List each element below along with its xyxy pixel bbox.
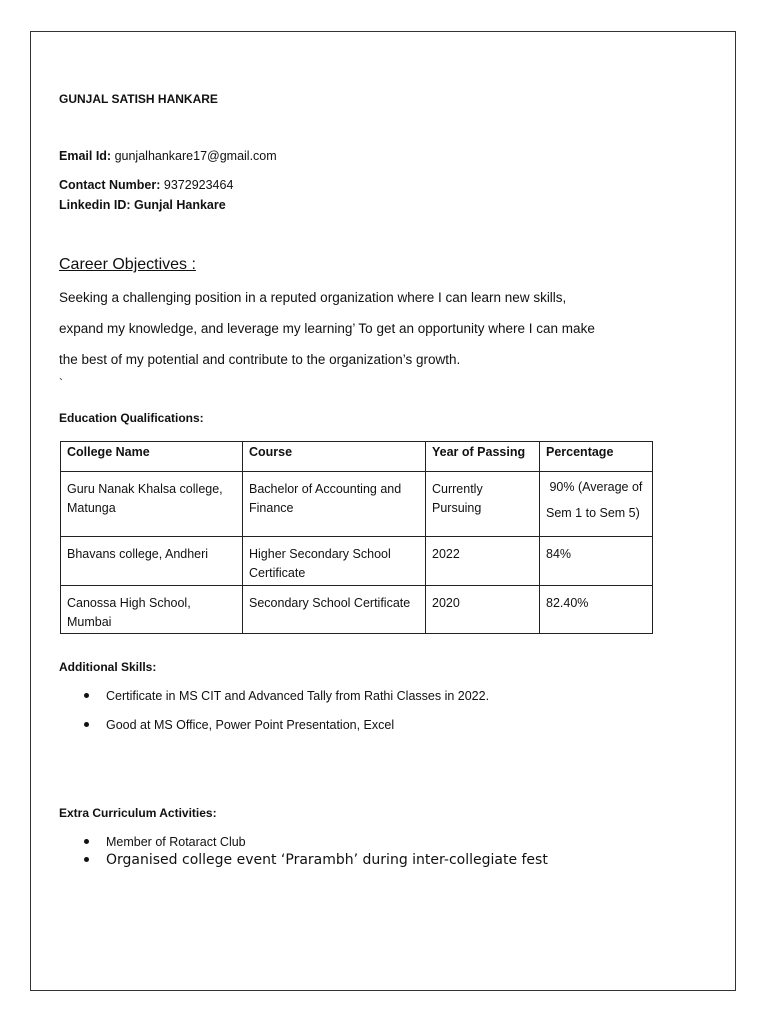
cell-text: Canossa High School, Mumbai [67, 596, 191, 629]
bullet-icon [84, 857, 89, 862]
contact-line [59, 178, 233, 192]
table-row [61, 537, 653, 586]
list-item-text: Organised college event ‘Prarambh’ during inter-collegiate fest [106, 852, 548, 868]
cell-text: Currently Pursuing [432, 482, 483, 515]
contact-label: Contact Number: [59, 178, 161, 192]
cell-text: Higher Secondary School Certificate [249, 547, 391, 580]
table-cell [61, 586, 243, 634]
table-row [61, 472, 653, 537]
candidate-name: GUNJAL SATISH HANKARE [59, 92, 218, 106]
contact-value: 9372923464 [163, 178, 234, 192]
list-item-text: Member of Rotaract Club [106, 835, 246, 849]
email-line [59, 149, 277, 163]
cell-text: 2022 [432, 547, 460, 561]
table-cell [540, 586, 653, 634]
column-header: Course [243, 442, 426, 472]
linkedin-line: Linkedin ID: Gunjal Hankare [59, 198, 226, 212]
cell-text: 90% (Average of Sem 1 to Sem 5) [546, 480, 646, 520]
cell-text: Secondary School Certificate [249, 596, 411, 610]
cell-text: Bachelor of Accounting and Finance [249, 482, 402, 515]
list-item [84, 835, 246, 849]
list-item-text: Certificate in MS CIT and Advanced Tally from Rathi Classes in 2022. [106, 689, 490, 703]
education-heading: Education Qualifications: [59, 411, 204, 425]
email-value: gunjalhankare17@gmail.com [114, 149, 277, 163]
career-line-2: expand my knowledge, and leverage my learning’ To get an opportunity where I can make [59, 321, 595, 336]
career-line-1: Seeking a challenging position in a reputed organization where I can learn new skills, [59, 290, 567, 305]
table-cell [243, 537, 426, 586]
cell-text: 2020 [432, 596, 460, 610]
table-cell [426, 537, 540, 586]
table-cell [243, 586, 426, 634]
education-table [60, 441, 653, 634]
email-label: Email Id: [59, 149, 112, 163]
table-cell [61, 472, 243, 537]
table-header-row [61, 442, 653, 472]
cell-text: Bhavans college, Andheri [67, 547, 209, 561]
cell-text: Guru Nanak Khalsa college, Matunga [67, 482, 223, 515]
table-row [61, 586, 653, 634]
table-cell [540, 537, 653, 586]
table-cell [426, 472, 540, 537]
additional-skills-heading: Additional Skills: [59, 660, 157, 674]
list-item-text: Good at MS Office, Power Point Presentation, Excel [106, 718, 395, 732]
career-line-3: the best of my potential and contribute to the organization’s growth. [59, 352, 461, 367]
list-item [84, 852, 548, 868]
table-cell [243, 472, 426, 537]
list-item [84, 689, 489, 703]
extra-curricular-heading: Extra Curriculum Activities: [59, 806, 217, 820]
career-objectives-heading: Career Objectives : [59, 256, 196, 273]
bullet-icon [84, 839, 89, 844]
column-header: College Name [61, 442, 243, 472]
table-cell [426, 586, 540, 634]
cell-text: 82.40% [546, 596, 589, 610]
bullet-icon [84, 722, 89, 727]
bullet-icon [84, 693, 89, 698]
list-item [84, 718, 394, 732]
table-cell [61, 537, 243, 586]
column-header: Percentage [540, 442, 653, 472]
stray-mark: ` [59, 376, 63, 390]
cell-text: 84% [546, 547, 572, 561]
table-cell [540, 472, 653, 537]
column-header: Year of Passing [426, 442, 540, 472]
